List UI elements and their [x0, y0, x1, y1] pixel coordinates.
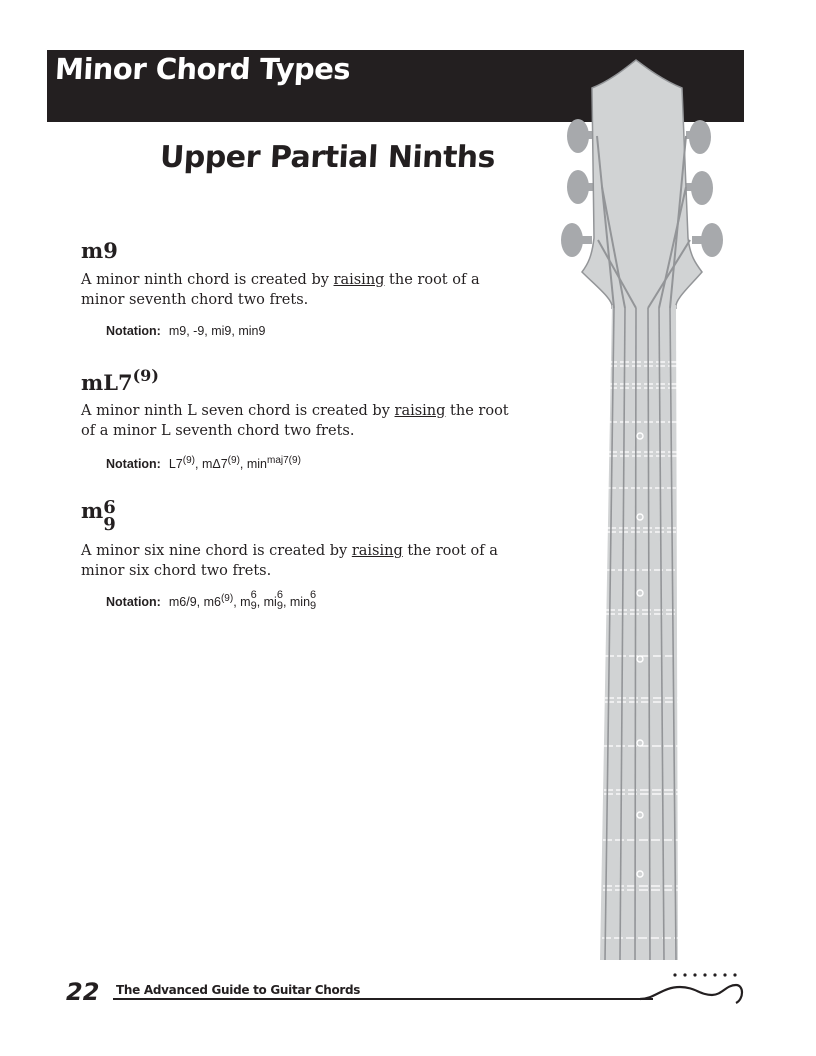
chord-name-m9: m9	[81, 238, 118, 263]
notation-m9	[106, 324, 265, 338]
fretboard	[600, 305, 678, 960]
notation-m6-9: Notation: m6/9, m6$^{(9)}$, m 6 9 , mi 6 9 , min 6 9	[106, 589, 317, 612]
notation-label: Notation:	[106, 324, 161, 338]
notation-text: m9, -9, mi9, min9	[168, 324, 266, 338]
headstock	[582, 60, 702, 308]
keyword-raising: raising	[394, 403, 446, 419]
chord-description-m9: A minor ninth chord is created by raising the root of a minor seventh chord two frets.	[81, 272, 480, 308]
footer-rule	[113, 998, 653, 1000]
chord-description-m6-9: A minor six nine chord is created by raising the root of a minor six chord two frets.	[81, 543, 498, 579]
section-title: Upper Partial Ninths	[159, 140, 496, 175]
keyword-raising: raising	[333, 272, 385, 288]
chord-description-mL7-9: A minor ninth L seven chord is created by raising the root of a minor L seventh chord two frets.	[81, 403, 509, 439]
notation-mL7-9: Notation: L7$^{(9)}$, mΔ7$^{(9)}$, $\min^{maj7(9)}$	[106, 455, 301, 471]
chapter-title: Minor Chord Types	[54, 52, 352, 86]
page-number: 22	[66, 978, 100, 1006]
chord-name-mL7-9: mL7$^{(9)}$	[81, 366, 159, 395]
guitar-swoosh-ornament	[640, 965, 750, 1010]
notation-label: Notation:	[106, 457, 161, 471]
chord-name-m6-9: m 6 9	[81, 497, 116, 535]
notation-label: Notation:	[106, 595, 161, 609]
book-title: The Advanced Guide to Guitar Chords	[116, 983, 361, 997]
keyword-raising: raising	[351, 543, 403, 559]
guitar-neck-illustration	[550, 50, 750, 960]
